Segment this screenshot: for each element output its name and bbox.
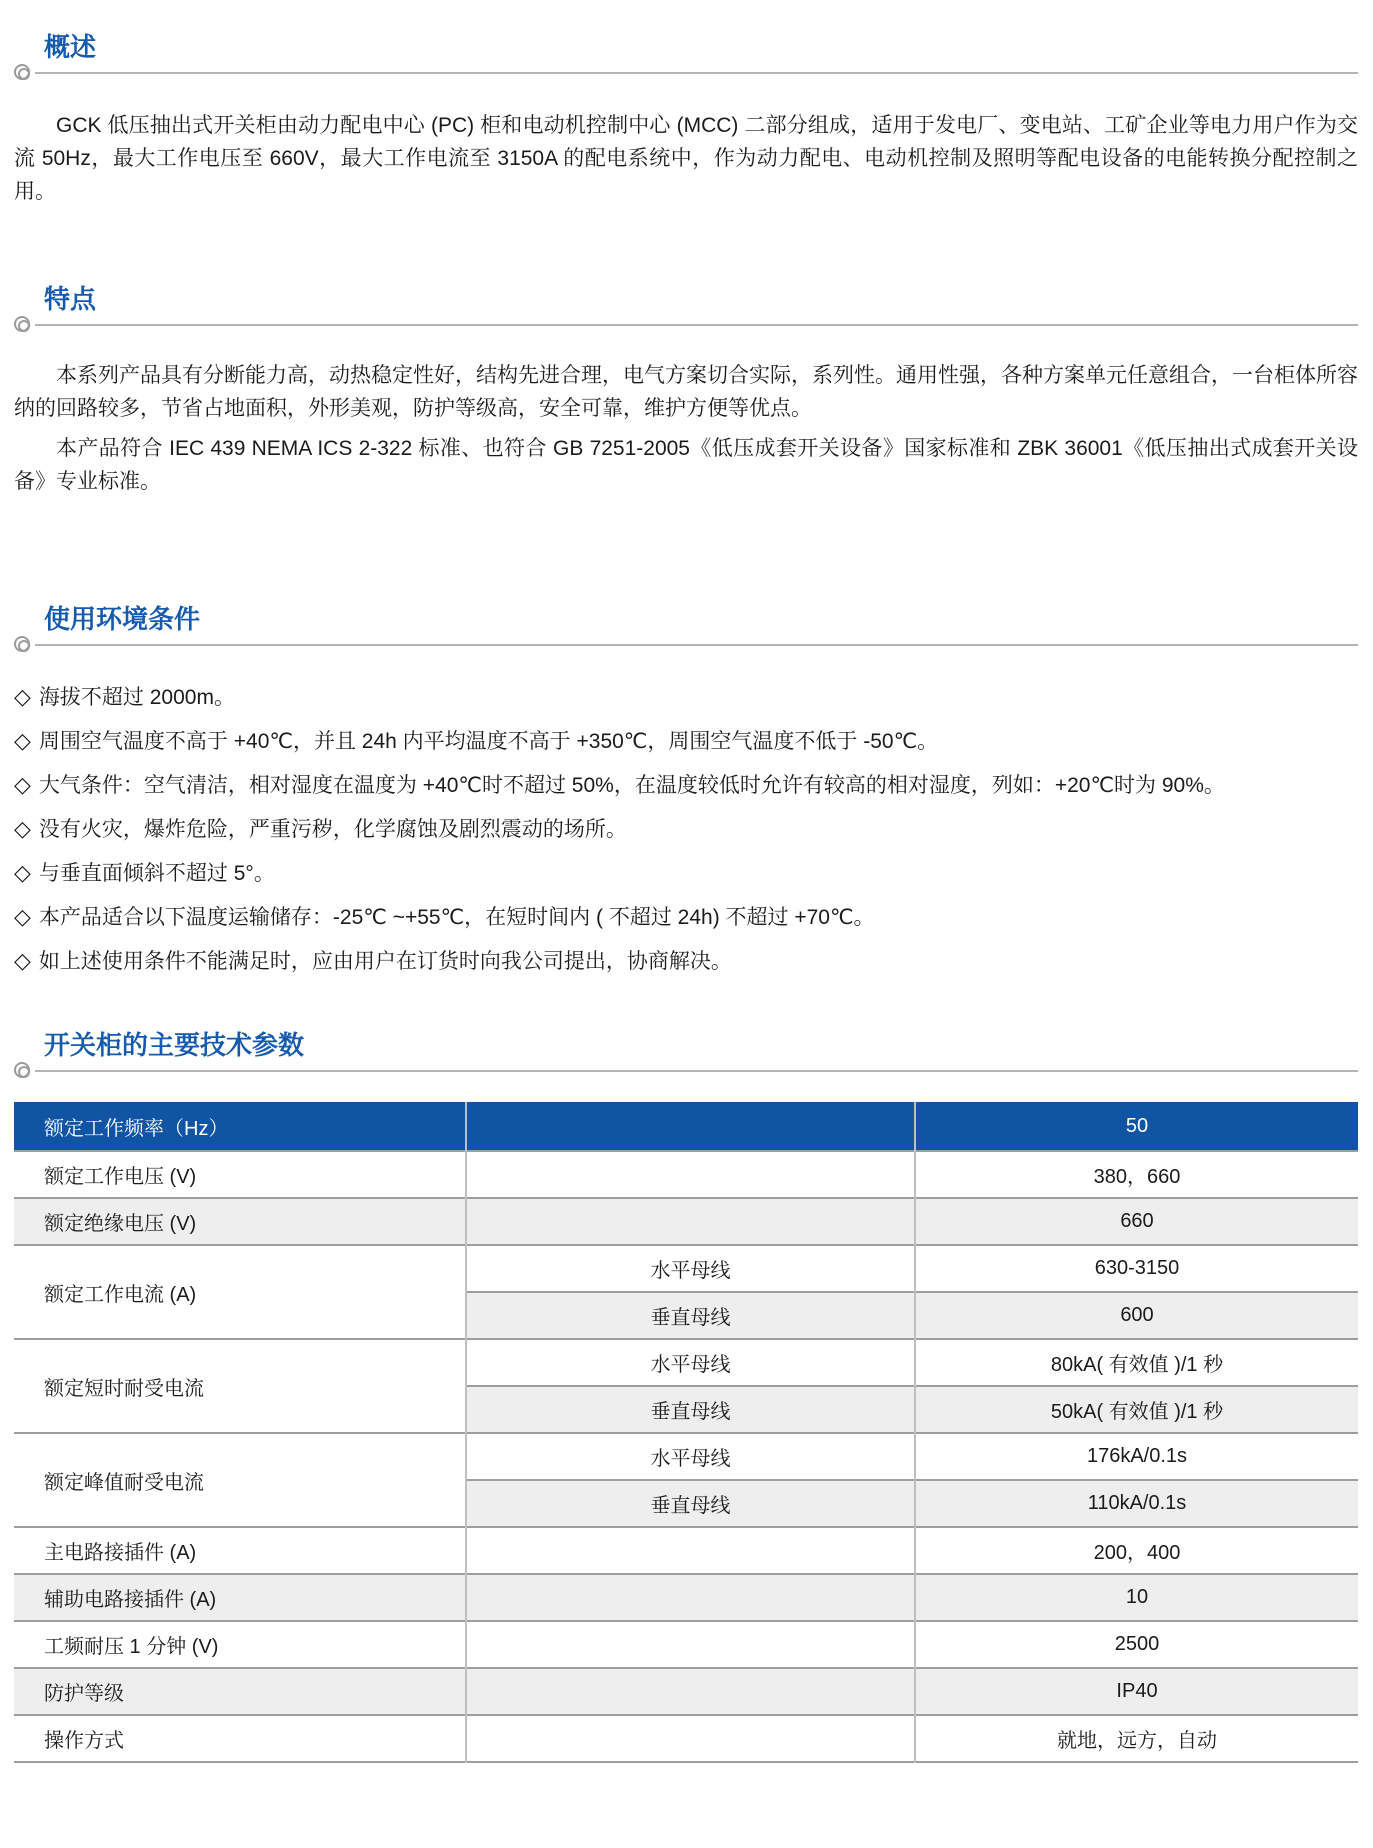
env-bullet-text: 大气条件：空气清洁，相对湿度在温度为 +40℃时不超过 50%，在温度较低时允许有较高的相对湿度，列如：+20℃时为 90%。 [38, 774, 1225, 797]
param-sub-cell: 水平母线 [466, 1339, 915, 1386]
param-sub-cell [466, 1102, 915, 1151]
param-sub-cell: 水平母线 [466, 1433, 915, 1480]
param-value-cell: 630-3150 [915, 1245, 1358, 1292]
features-body [14, 359, 1358, 498]
param-sub-cell [466, 1668, 915, 1715]
env-bullet-text: 周围空气温度不高于 +40℃，并且 24h 内平均温度不高于 +350℃，周围空气温度不低于 -50℃。 [38, 730, 939, 753]
param-label-cell: 防护等级 [14, 1668, 466, 1715]
rule-line [35, 324, 1358, 326]
param-value-cell: 10 [915, 1574, 1358, 1621]
param-label-cell: 主电路接插件 (A) [14, 1527, 466, 1574]
param-sub-cell [466, 1198, 915, 1245]
param-value-cell: 50kA( 有效值 )/1 秒 [915, 1386, 1358, 1433]
param-sub-cell [466, 1574, 915, 1621]
param-value-cell: 600 [915, 1292, 1358, 1339]
param-row [14, 1715, 1358, 1762]
param-value-cell: 200，400 [915, 1527, 1358, 1574]
features-paragraph: 本产品符合 IEC 439 NEMA ICS 2-322 标准、也符合 GB 7251-2005《低压成套开关设备》国家标准和 ZBK 36001《低压抽出式成套开关设备》专业标准。 [14, 437, 1358, 493]
param-row [14, 1574, 1358, 1621]
param-value-cell: 110kA/0.1s [915, 1480, 1358, 1527]
section-parameters [14, 1029, 1358, 1763]
rule-line [35, 72, 1358, 74]
rule-line [35, 644, 1358, 646]
env-bullet-text: 本产品适合以下温度运输储存：-25℃ ~+55℃，在短时间内 ( 不超过 24h) 不超过 +70℃。 [38, 906, 875, 929]
param-value-cell: 50 [915, 1102, 1358, 1151]
env-bullet-item [14, 719, 1358, 763]
rule-line [35, 1070, 1358, 1072]
param-label-cell: 额定工作频率（Hz） [14, 1102, 466, 1151]
section-title-overview: 概述 [44, 32, 97, 62]
param-sub-cell [466, 1151, 915, 1198]
param-label-cell: 操作方式 [14, 1715, 466, 1762]
param-sub-cell [466, 1527, 915, 1574]
double-ring-icon [14, 64, 30, 80]
double-ring-icon [14, 1062, 30, 1078]
param-value-cell: 就地，远方，自动 [915, 1715, 1358, 1762]
param-row [14, 1433, 1358, 1480]
param-label-cell: 辅助电路接插件 (A) [14, 1574, 466, 1621]
section-header [14, 31, 1358, 85]
section-rule [14, 315, 1358, 337]
param-value-cell: 2500 [915, 1621, 1358, 1668]
section-header [14, 1029, 1358, 1083]
section-title-features: 特点 [44, 284, 97, 314]
parameters-table [14, 1102, 1358, 1763]
param-value-cell: 80kA( 有效值 )/1 秒 [915, 1339, 1358, 1386]
section-rule [14, 635, 1358, 657]
section-header [14, 283, 1358, 337]
section-title-environment: 使用环境条件 [44, 604, 201, 634]
param-value-cell: 176kA/0.1s [915, 1433, 1358, 1480]
section-overview [14, 31, 1358, 208]
diamond-bullet-icon: ◇ [14, 948, 31, 973]
env-bullet-item [14, 807, 1358, 851]
section-environment [14, 603, 1358, 983]
table-header-row [14, 1102, 1358, 1151]
param-label-cell: 额定短时耐受电流 [14, 1339, 466, 1433]
environment-bullet-list [14, 675, 1358, 983]
diamond-bullet-icon: ◇ [14, 904, 31, 929]
diamond-bullet-icon: ◇ [14, 816, 31, 841]
param-sub-cell [466, 1715, 915, 1762]
param-sub-cell: 水平母线 [466, 1245, 915, 1292]
param-label-cell: 额定工作电压 (V) [14, 1151, 466, 1198]
section-features [14, 283, 1358, 498]
section-header [14, 603, 1358, 657]
section-rule [14, 1061, 1358, 1083]
env-bullet-text: 没有火灾，爆炸危险，严重污秽，化学腐蚀及剧烈震动的场所。 [38, 818, 627, 841]
env-bullet-item [14, 675, 1358, 719]
env-bullet-item [14, 851, 1358, 895]
section-title-parameters: 开关柜的主要技术参数 [44, 1030, 305, 1060]
diamond-bullet-icon: ◇ [14, 684, 31, 709]
param-row [14, 1198, 1358, 1245]
env-bullet-item [14, 939, 1358, 983]
env-bullet-item [14, 763, 1358, 807]
param-label-cell: 额定峰值耐受电流 [14, 1433, 466, 1527]
env-bullet-text: 海拔不超过 2000m。 [38, 686, 235, 709]
env-bullet-text: 如上述使用条件不能满足时，应由用户在订货时向我公司提出，协商解决。 [38, 950, 732, 973]
double-ring-icon [14, 636, 30, 652]
param-row [14, 1668, 1358, 1715]
param-label-cell: 工频耐压 1 分钟 (V) [14, 1621, 466, 1668]
env-bullet-text: 与垂直面倾斜不超过 5°。 [38, 862, 275, 885]
param-value-cell: 660 [915, 1198, 1358, 1245]
param-label-cell: 额定绝缘电压 (V) [14, 1198, 466, 1245]
overview-body [14, 109, 1358, 208]
param-sub-cell: 垂直母线 [466, 1386, 915, 1433]
param-value-cell: 380，660 [915, 1151, 1358, 1198]
param-row [14, 1245, 1358, 1292]
param-value-cell: IP40 [915, 1668, 1358, 1715]
param-sub-cell: 垂直母线 [466, 1292, 915, 1339]
section-rule [14, 63, 1358, 85]
features-paragraph: 本系列产品具有分断能力高，动热稳定性好，结构先进合理，电气方案切合实际，系列性。通用性强，各种方案单元任意组合，一台柜体所容纳的回路较多，节省占地面积，外形美观，防护等级高，安全可靠，维护方便等优点。 [14, 364, 1358, 420]
diamond-bullet-icon: ◇ [14, 728, 31, 753]
env-bullet-item [14, 895, 1358, 939]
param-sub-cell [466, 1621, 915, 1668]
param-row [14, 1339, 1358, 1386]
param-row [14, 1151, 1358, 1198]
param-label-cell: 额定工作电流 (A) [14, 1245, 466, 1339]
overview-paragraph: GCK 低压抽出式开关柜由动力配电中心 (PC) 柜和电动机控制中心 (MCC) 二部分组成，适用于发电厂、变电站、工矿企业等电力用户作为交流 50Hz，最大工作电压至 660V，最大工作电流至 3150A 的配电系统中，作为动力配电、电动机控制及照明等配电设备的电能转换分配控制之用。 [14, 114, 1358, 203]
diamond-bullet-icon: ◇ [14, 772, 31, 797]
double-ring-icon [14, 316, 30, 332]
param-row [14, 1527, 1358, 1574]
param-sub-cell: 垂直母线 [466, 1480, 915, 1527]
diamond-bullet-icon: ◇ [14, 860, 31, 885]
param-row [14, 1621, 1358, 1668]
